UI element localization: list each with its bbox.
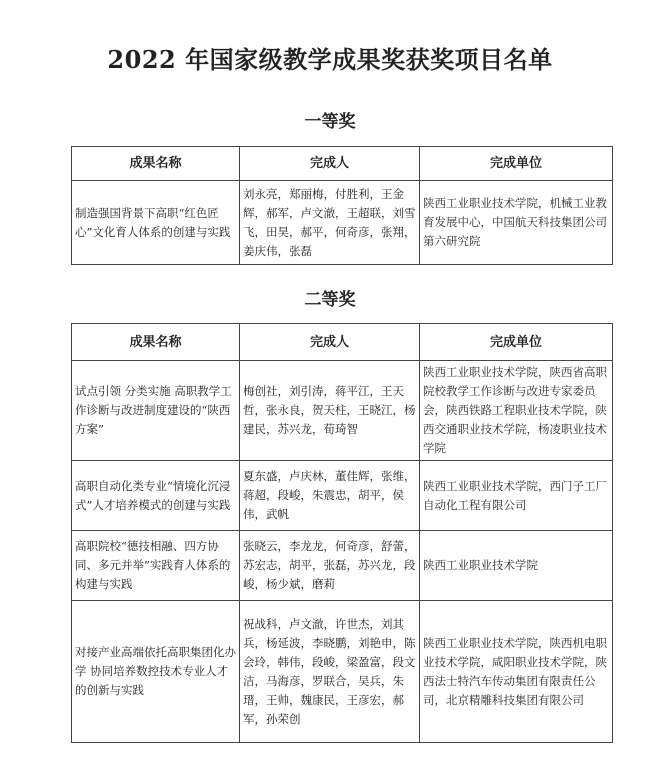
column-header-people: 完成人 bbox=[240, 147, 420, 181]
project-name-cell: 高职院校“德技相融、四方协同、多元并举”实践育人体系的构建与实践 bbox=[72, 531, 240, 601]
unit-cell: 陕西工业职业技术学院，机械工业教育发展中心，中国航天科技集团公司第六研究院 bbox=[420, 181, 613, 265]
project-name-cell: 试点引领 分类实施 高职教学工作诊断与改进制度建设的“陕西方案” bbox=[72, 361, 240, 461]
column-header-units: 完成单位 bbox=[420, 147, 613, 181]
project-name-cell: 高职自动化类专业“情境化沉浸式”人才培养模式的创建与实践 bbox=[72, 461, 240, 531]
people-cell: 刘永亮，郑丽梅，付胜利，王金辉，郝军，卢文澈，王超联，刘雪飞，田昊，郝平，何奇彦，张翔，姜庆伟，张磊 bbox=[240, 181, 420, 265]
people-cell: 梅创社，刘引涛，蒋平江，王天哲，张永良，贺天柱，王晓江，杨建民，苏兴龙，荀琦智 bbox=[240, 361, 420, 461]
table-header-row bbox=[72, 147, 613, 181]
unit-cell: 陕西工业职业技术学院 bbox=[420, 531, 613, 601]
project-name-cell: 对接产业高端依托高职集团化办学 协同培养数控技术专业人才的创新与实践 bbox=[72, 601, 240, 743]
column-header-name: 成果名称 bbox=[72, 147, 240, 181]
column-header-people: 完成人 bbox=[240, 324, 420, 361]
second-prize-table bbox=[71, 323, 613, 743]
first-prize-table bbox=[71, 146, 613, 265]
table-row bbox=[72, 461, 613, 531]
unit-cell: 陕西工业职业技术学院，西门子工厂自动化工程有限公司 bbox=[420, 461, 613, 531]
table-row bbox=[72, 181, 613, 265]
project-name-cell: 制造强国背景下高职“红色匠心”文化育人体系的创建与实践 bbox=[72, 181, 240, 265]
first-prize-heading: 一等奖 bbox=[304, 112, 356, 132]
table-row bbox=[72, 531, 613, 601]
table-header-row bbox=[72, 324, 613, 361]
column-header-name: 成果名称 bbox=[72, 324, 240, 361]
people-cell: 祝战科，卢文澈，许世杰，刘其兵，杨延波，李晓鹏，刘艳申，陈会玲，韩伟，段峻，梁盈富，段文洁，马海彦，罗联合，吴兵，朱瑨，王帅，魏康民，王彦宏，郝军，孙荣创 bbox=[240, 601, 420, 743]
unit-cell: 陕西工业职业技术学院，陕西机电职业技术学院，咸阳职业技术学院，陕西法士特汽车传动集团有限责任公司，北京精雕科技集团有限公司 bbox=[420, 601, 613, 743]
second-prize-heading: 二等奖 bbox=[304, 290, 356, 310]
people-cell: 夏东盛，卢庆林，董佳辉，张维，蒋超，段峻，朱震忠，胡平，侯伟，武帆 bbox=[240, 461, 420, 531]
unit-cell: 陕西工业职业技术学院，陕西省高职院校教学工作诊断与改进专家委员会，陕西铁路工程职业技术学院，陕西交通职业技术学院，杨凌职业技术学院 bbox=[420, 361, 613, 461]
column-header-units: 完成单位 bbox=[420, 324, 613, 361]
document-title: 2022 年国家级教学成果奖获奖项目名单 bbox=[107, 45, 553, 74]
people-cell: 张晓云，李龙龙，何奇彦，舒蕾，苏宏志，胡平，张磊，苏兴龙，段峻，杨少斌，磨莉 bbox=[240, 531, 420, 601]
table-row bbox=[72, 601, 613, 743]
table-row bbox=[72, 361, 613, 461]
